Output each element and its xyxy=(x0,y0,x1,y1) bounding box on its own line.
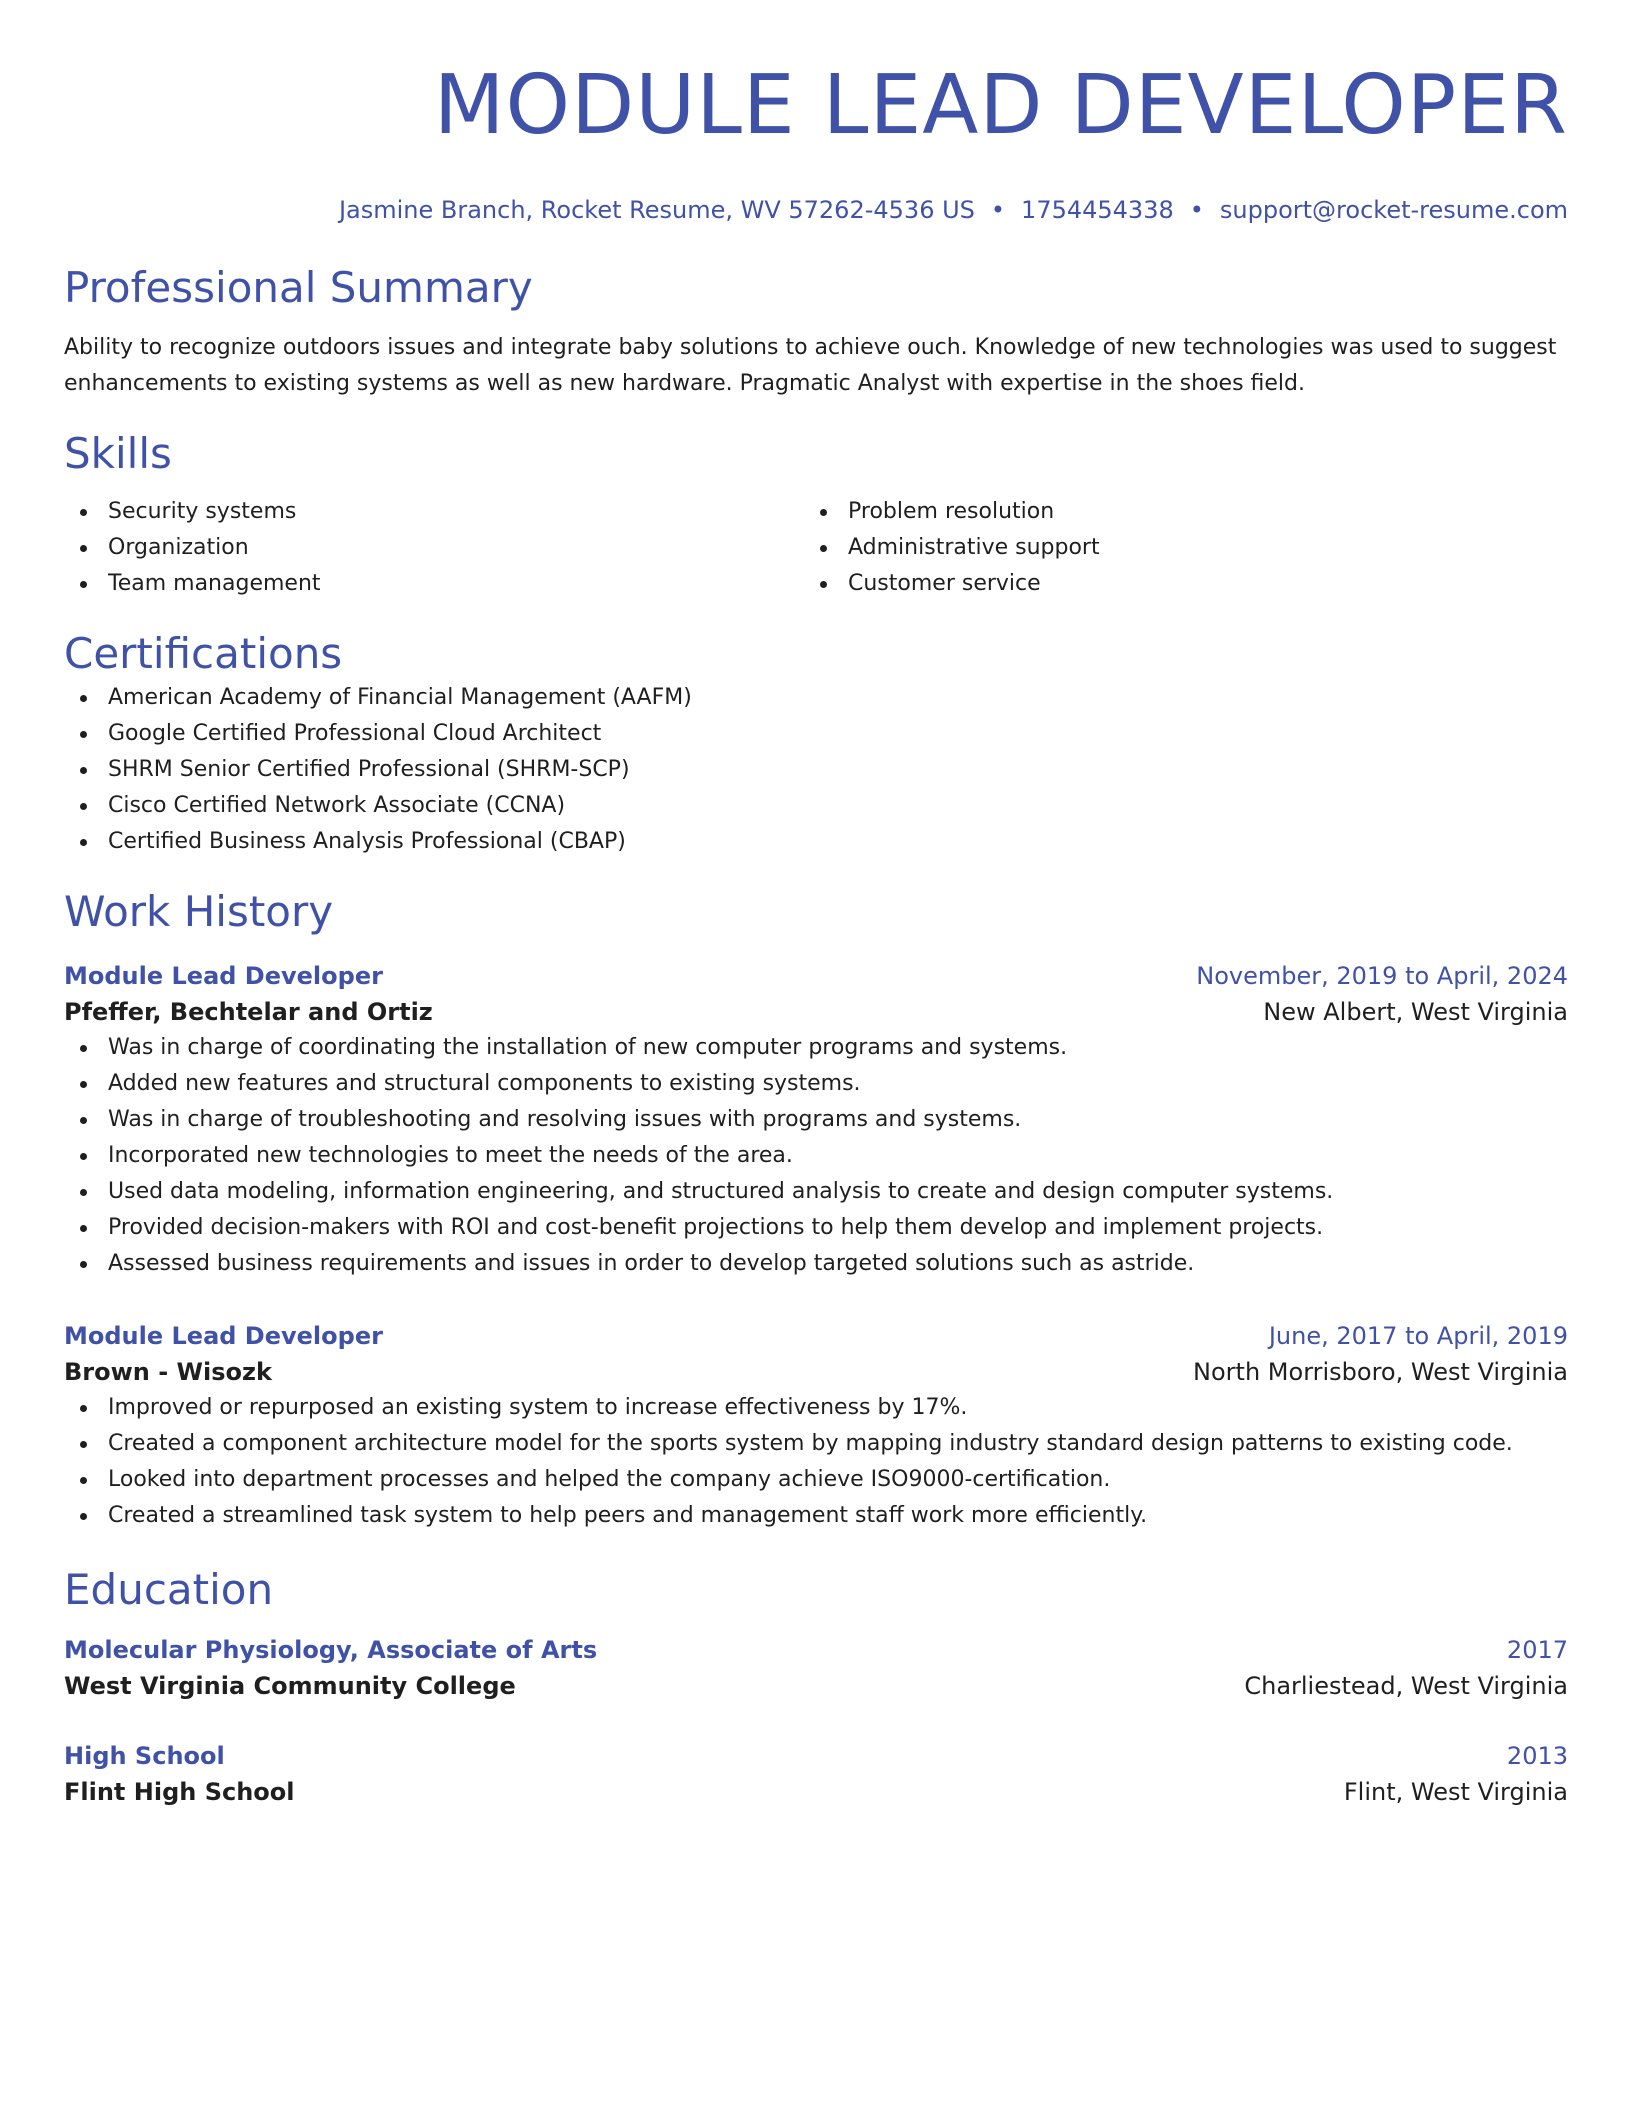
education-entry xyxy=(64,1738,1568,1810)
job-entry xyxy=(64,1318,1568,1534)
skill-item: Team management xyxy=(64,566,804,602)
contact-email: support@rocket-resume.com xyxy=(1219,196,1568,224)
job-role: Module Lead Developer xyxy=(64,1322,383,1350)
job-dates: November, 2019 to April, 2024 xyxy=(1196,962,1568,990)
job-location: North Morrisboro, West Virginia xyxy=(1193,1358,1568,1386)
summary-text: Ability to recognize outdoors issues and integrate baby solutions to achieve ouch. Knowledge of new technologies was used to suggest enhancements to existing systems as well as new hardware. Pragmatic Analyst with expertise in the shoes field. xyxy=(64,335,1557,396)
skill-item: Security systems xyxy=(64,494,804,530)
job-duty: Assessed business requirements and issues in order to develop targeted solutions such as astride. xyxy=(64,1246,1568,1282)
skills-heading: Skills xyxy=(64,429,172,478)
job-duty: Created a streamlined task system to help peers and management staff work more efficiently. xyxy=(64,1498,1568,1534)
contact-phone: 1754454338 xyxy=(1021,196,1174,224)
job-entry xyxy=(64,958,1568,1282)
job-title: MODULE LEAD DEVELOPER xyxy=(433,58,1568,153)
contact-separator: • xyxy=(1189,196,1204,224)
education-header-row xyxy=(64,1632,1568,1668)
job-duty: Provided decision-makers with ROI and cost-benefit projections to help them develop and implement projects. xyxy=(64,1210,1568,1246)
education-location: Flint, West Virginia xyxy=(1343,1778,1568,1806)
contact-separator: • xyxy=(990,196,1006,224)
education-degree: Molecular Physiology, Associate of Arts xyxy=(64,1636,598,1664)
job-company-row xyxy=(64,994,1568,1030)
certifications-heading: Certifications xyxy=(64,629,343,678)
job-company: Pfeffer, Bechtelar and Ortiz xyxy=(64,998,433,1026)
skills-grid xyxy=(64,494,1568,602)
job-duty: Was in charge of coordinating the installation of new computer programs and systems. xyxy=(64,1030,1568,1066)
education-year: 2013 xyxy=(1506,1742,1568,1770)
skills-right-list xyxy=(804,494,1544,602)
education-degree: High School xyxy=(64,1742,225,1770)
work-history-heading: Work History xyxy=(64,887,334,936)
certification-item: Cisco Certified Network Associate (CCNA) xyxy=(64,788,1568,824)
job-duty: Added new features and structural components to existing systems. xyxy=(64,1066,1568,1102)
education-school-row xyxy=(64,1668,1568,1704)
education-heading: Education xyxy=(64,1565,274,1614)
education-entry xyxy=(64,1632,1568,1704)
job-company-row xyxy=(64,1354,1568,1390)
summary-heading: Professional Summary xyxy=(64,263,533,312)
education-school-row xyxy=(64,1774,1568,1810)
education-school: West Virginia Community College xyxy=(64,1672,516,1700)
job-header-row xyxy=(64,958,1568,994)
job-duty: Created a component architecture model for the sports system by mapping industry standard design patterns to existing code. xyxy=(64,1426,1568,1462)
certifications-list xyxy=(64,680,1568,860)
skill-item: Organization xyxy=(64,530,804,566)
certification-item: American Academy of Financial Management (AAFM) xyxy=(64,680,1568,716)
skill-item: Customer service xyxy=(804,566,1544,602)
job-company: Brown - Wisozk xyxy=(64,1358,272,1386)
education-year: 2017 xyxy=(1506,1636,1568,1664)
skill-item: Administrative support xyxy=(804,530,1544,566)
certification-item: Google Certified Professional Cloud Architect xyxy=(64,716,1568,752)
skills-left-list xyxy=(64,494,804,602)
skill-item: Problem resolution xyxy=(804,494,1544,530)
certification-item: Certified Business Analysis Professional (CBAP) xyxy=(64,824,1568,860)
education-school: Flint High School xyxy=(64,1778,295,1806)
job-role: Module Lead Developer xyxy=(64,962,383,990)
job-duties-list xyxy=(64,1390,1568,1534)
job-duty: Was in charge of troubleshooting and resolving issues with programs and systems. xyxy=(64,1102,1568,1138)
job-header-row xyxy=(64,1318,1568,1354)
job-duty: Improved or repurposed an existing system to increase effectiveness by 17%. xyxy=(64,1390,1568,1426)
certification-item: SHRM Senior Certified Professional (SHRM-SCP) xyxy=(64,752,1568,788)
job-duties-list xyxy=(64,1030,1568,1282)
contact-address: Jasmine Branch, Rocket Resume, WV 57262-4536 US xyxy=(338,196,975,224)
job-dates: June, 2017 to April, 2019 xyxy=(1268,1322,1568,1350)
job-duty: Used data modeling, information engineering, and structured analysis to create and design computer systems. xyxy=(64,1174,1568,1210)
contact-line xyxy=(64,196,1568,224)
job-location: New Albert, West Virginia xyxy=(1263,998,1568,1026)
education-header-row xyxy=(64,1738,1568,1774)
education-location: Charliestead, West Virginia xyxy=(1244,1672,1568,1700)
job-duty: Looked into department processes and helped the company achieve ISO9000-certification. xyxy=(64,1462,1568,1498)
job-duty: Incorporated new technologies to meet the needs of the area. xyxy=(64,1138,1568,1174)
